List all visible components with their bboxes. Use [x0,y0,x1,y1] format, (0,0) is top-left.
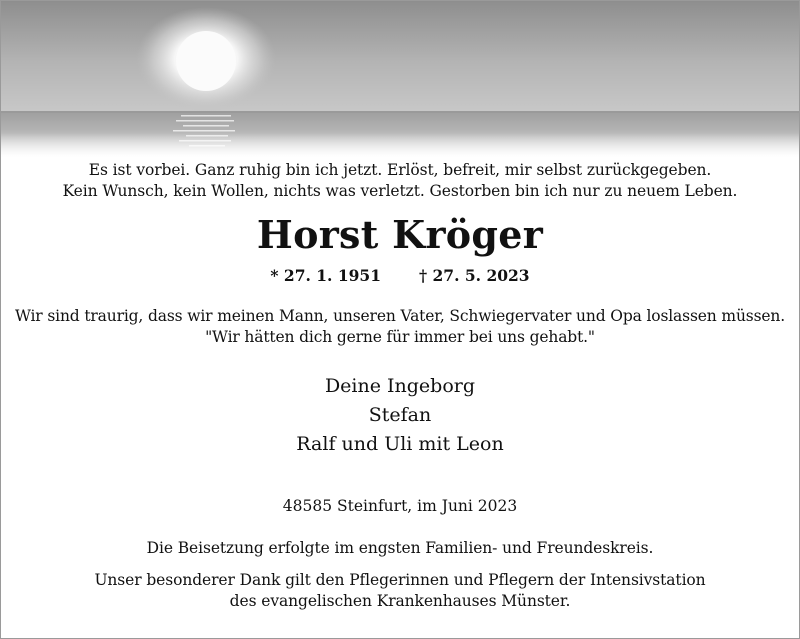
birth-date: * 27. 1. 1951 [270,266,381,285]
burial-note: Die Beisetzung erfolgte im engsten Familien- und Freundeskreis. [146,539,654,557]
mourner-1: Deine Ingeborg [324,375,476,397]
deceased-name: Horst Kröger [256,212,544,257]
message-line-1: Wir sind traurig, dass wir meinen Mann, unseren Vater, Schwiegervater und Opa loslassen müssen. [14,307,786,325]
poem-line-2: Kein Wunsch, kein Wollen, nichts was verletzt. Gestorben bin ich nur zu neuem Leben. [62,182,738,200]
mourner-3: Ralf und Uli mit Leon [296,433,504,455]
life-dates [1,266,799,285]
mourner-2: Stefan [368,404,432,426]
sunset-over-sea-photo [1,1,799,157]
message-line-2: "Wir hätten dich gerne für immer bei uns gehabt." [205,328,595,346]
thanks-line-2: des evangelischen Krankenhauses Münster. [229,592,571,610]
place-and-date: 48585 Steinfurt, im Juni 2023 [282,497,518,515]
poem-line-1: Es ist vorbei. Ganz ruhig bin ich jetzt. Erlöst, befreit, mir selbst zurückgegeben. [88,161,712,179]
thanks-line-1: Unser besonderer Dank gilt den Pflegerinnen und Pflegern der Intensivstation [94,571,706,589]
death-date: † 27. 5. 2023 [419,266,530,285]
